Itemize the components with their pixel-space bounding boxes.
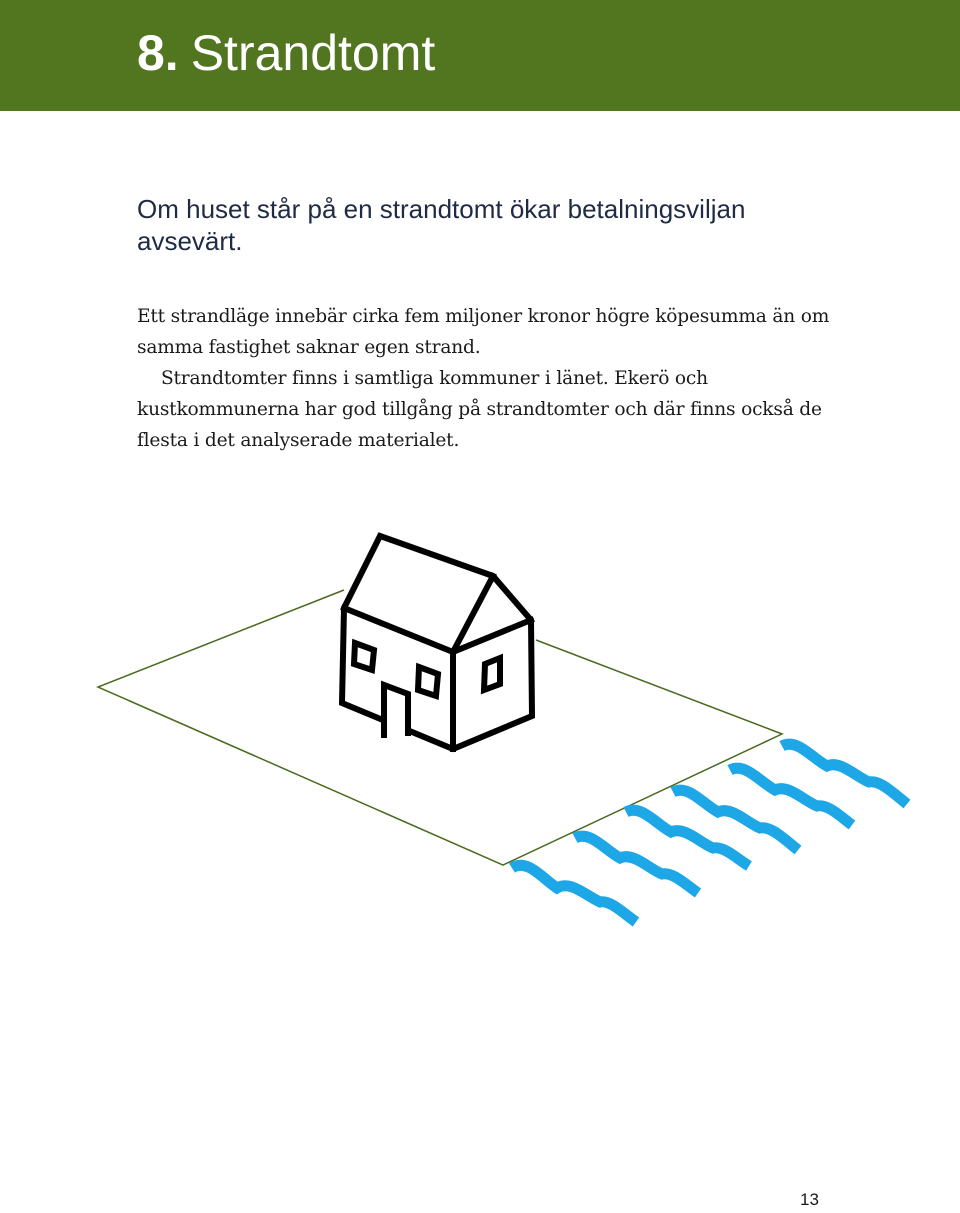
chapter-name: Strandtomt <box>190 25 436 81</box>
paragraph-1: Ett strandläge innebär cirka fem miljoner kronor högre köpesumma än om samma fastighet saknar egen strand. <box>137 306 830 358</box>
chapter-header <box>0 0 960 111</box>
chapter-number: 8. <box>137 25 179 81</box>
chapter-title <box>137 22 435 84</box>
body-text <box>137 301 842 456</box>
page-number: 13 <box>800 1190 819 1209</box>
beach-plot-illustration <box>0 500 960 940</box>
lead-paragraph: Om huset står på en strandtomt ökar betalningsviljan avsevärt. <box>137 194 746 256</box>
house-icon <box>342 536 532 749</box>
paragraph-2: Strandtomter finns i samtliga kommuner i länet. Ekerö och kustkommunerna har god tillgång på strandtomter och där finns också de flesta i det analyserade materialet. <box>137 368 822 451</box>
